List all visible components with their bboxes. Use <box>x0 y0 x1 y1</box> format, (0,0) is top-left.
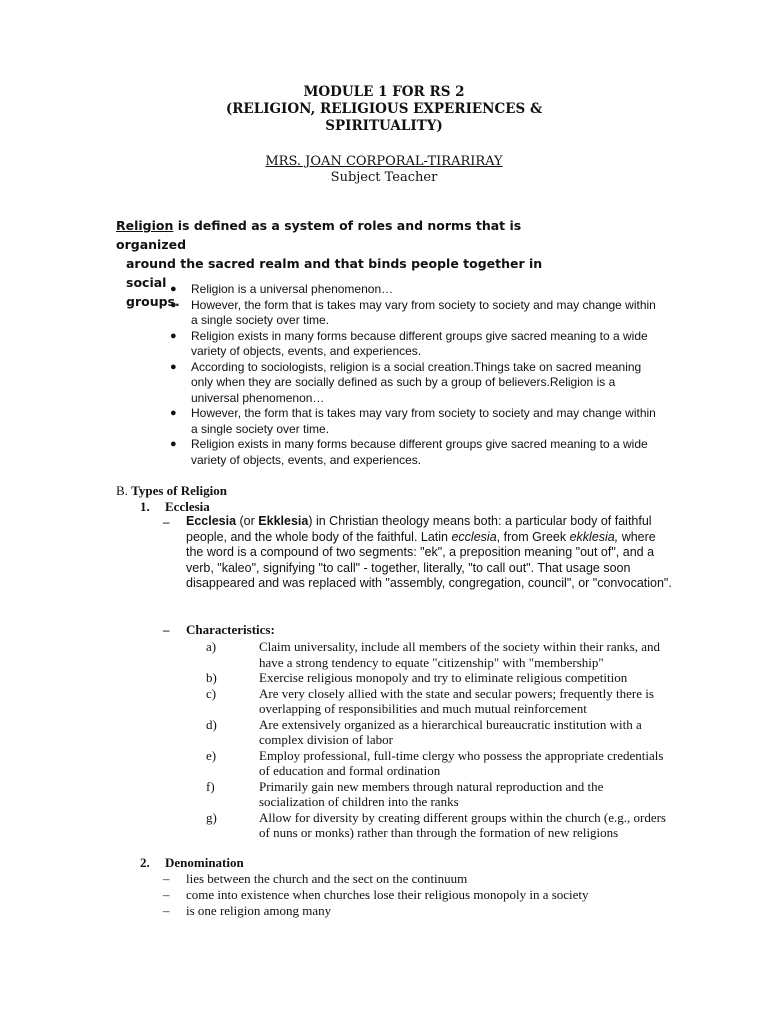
ecclesia-definition <box>163 514 673 592</box>
bullet-item: ● According to sociologists, religion is a social creation.Things take on sacred meaning only when they are socially defined as such by a group of believers.Religion is a universal phenomenon… <box>170 360 660 407</box>
ecclesia-title: Ecclesia <box>165 499 210 514</box>
definition-term: Religion <box>116 218 174 233</box>
module-subtitle-line2: SPIRITUALITY) <box>325 118 443 134</box>
denomination-number: 2. <box>140 855 150 870</box>
denomination-heading <box>140 855 244 871</box>
ecclesia-number: 1. <box>140 499 150 514</box>
section-b-title: Types of Religion <box>131 483 227 498</box>
bullet-item: ● Religion is a universal phenomenon… <box>170 282 660 298</box>
bullet-item: ● However, the form that is takes may vary from society to society and may change within a single society over time. <box>170 406 660 437</box>
characteristics-heading <box>163 622 673 638</box>
characteristic-item: a) Claim universality, include all members of the society within their ranks, and have a strong tendency to equate "citizenship" with "membership" <box>206 639 660 670</box>
section-b-heading <box>116 483 227 499</box>
characteristics-label: Characteristics: <box>186 622 275 637</box>
characteristic-item: d) Are extensively organized as a hierarchical bureaucratic institution with a complex division of labor <box>206 716 642 747</box>
ecclesia-definition-text: Ecclesia (or Ekklesia) in Christian theology means both: a particular body of faithful people, and the whole body of the faithful. Latin ecclesia, from Greek ekklesia, where the word is a compound of two segments: "ek", a preposition meaning "out of", and a verb, "kaleo", signifying "to call" - together, literally, "to call out". That usage soon disappeared and was replaced with "assembly, congregation, council", or "convocation". <box>186 514 672 590</box>
denomination-item: – come into existence when churches lose their religious monopoly in a society <box>163 887 589 902</box>
bullet-item: ● Religion exists in many forms because different groups give sacred meaning to a wide variety of objects, events, and experiences. <box>170 437 660 468</box>
ecclesia-term: Ecclesia <box>186 514 237 528</box>
greek-term: ekklesia, <box>569 529 619 544</box>
characteristic-item: f) Primarily gain new members through natural reproduction and the socialization of children into the ranks <box>206 778 604 809</box>
characteristic-item: e) Employ professional, full-time clergy who possess the appropriate credentials of education and formal ordination <box>206 747 664 778</box>
teacher-name: MRS. JOAN CORPORAL-TIRARIRAY <box>265 154 503 169</box>
bullet-item: ● However, the form that is takes may vary from society to society and may change within a single society over time. <box>170 298 660 329</box>
denomination-item: – lies between the church and the sect on the continuum <box>163 871 468 886</box>
module-header <box>0 84 768 186</box>
module-title: MODULE 1 FOR RS 2 <box>303 84 465 100</box>
characteristic-item: g) Allow for diversity by creating different groups within the church (e.g., orders of nuns or monks) rather than through the formation of new religions <box>206 809 666 840</box>
dash-marker: – <box>163 903 170 918</box>
denomination-title: Denomination <box>165 855 244 870</box>
characteristics-list <box>206 639 666 841</box>
denomination-item: – is one religion among many <box>163 903 332 918</box>
religion-bullet-list <box>170 282 660 468</box>
dash-marker: – <box>163 887 170 902</box>
definition-line1: is defined as a system of roles and norms that is organized <box>116 218 522 252</box>
bullet-item: ● Religion exists in many forms because different groups give sacred meaning to a wide variety of objects, events, and experiences. <box>170 329 660 360</box>
definition-line2: around the sacred realm and that binds people together in social <box>126 256 543 290</box>
characteristic-item: c) Are very closely allied with the state and secular powers; frequently there is overlapping of responsibilities and much mutual reinforcement <box>206 685 654 716</box>
dash-marker: – <box>163 514 170 529</box>
module-subtitle-line1: (RELIGION, RELIGIOUS EXPERIENCES & <box>225 101 543 117</box>
section-b-prefix: B. <box>116 483 128 498</box>
dash-marker: – <box>163 622 170 637</box>
dash-marker: – <box>163 871 170 886</box>
definition-line3: groups. <box>126 294 180 309</box>
characteristic-item: b) Exercise religious monopoly and try to eliminate religious competition <box>206 670 628 685</box>
ecclesia-heading <box>140 499 210 515</box>
latin-term: ecclesia <box>451 529 497 544</box>
teacher-role: Subject Teacher <box>330 170 438 185</box>
ekklesia-term: Ekklesia <box>258 514 309 528</box>
